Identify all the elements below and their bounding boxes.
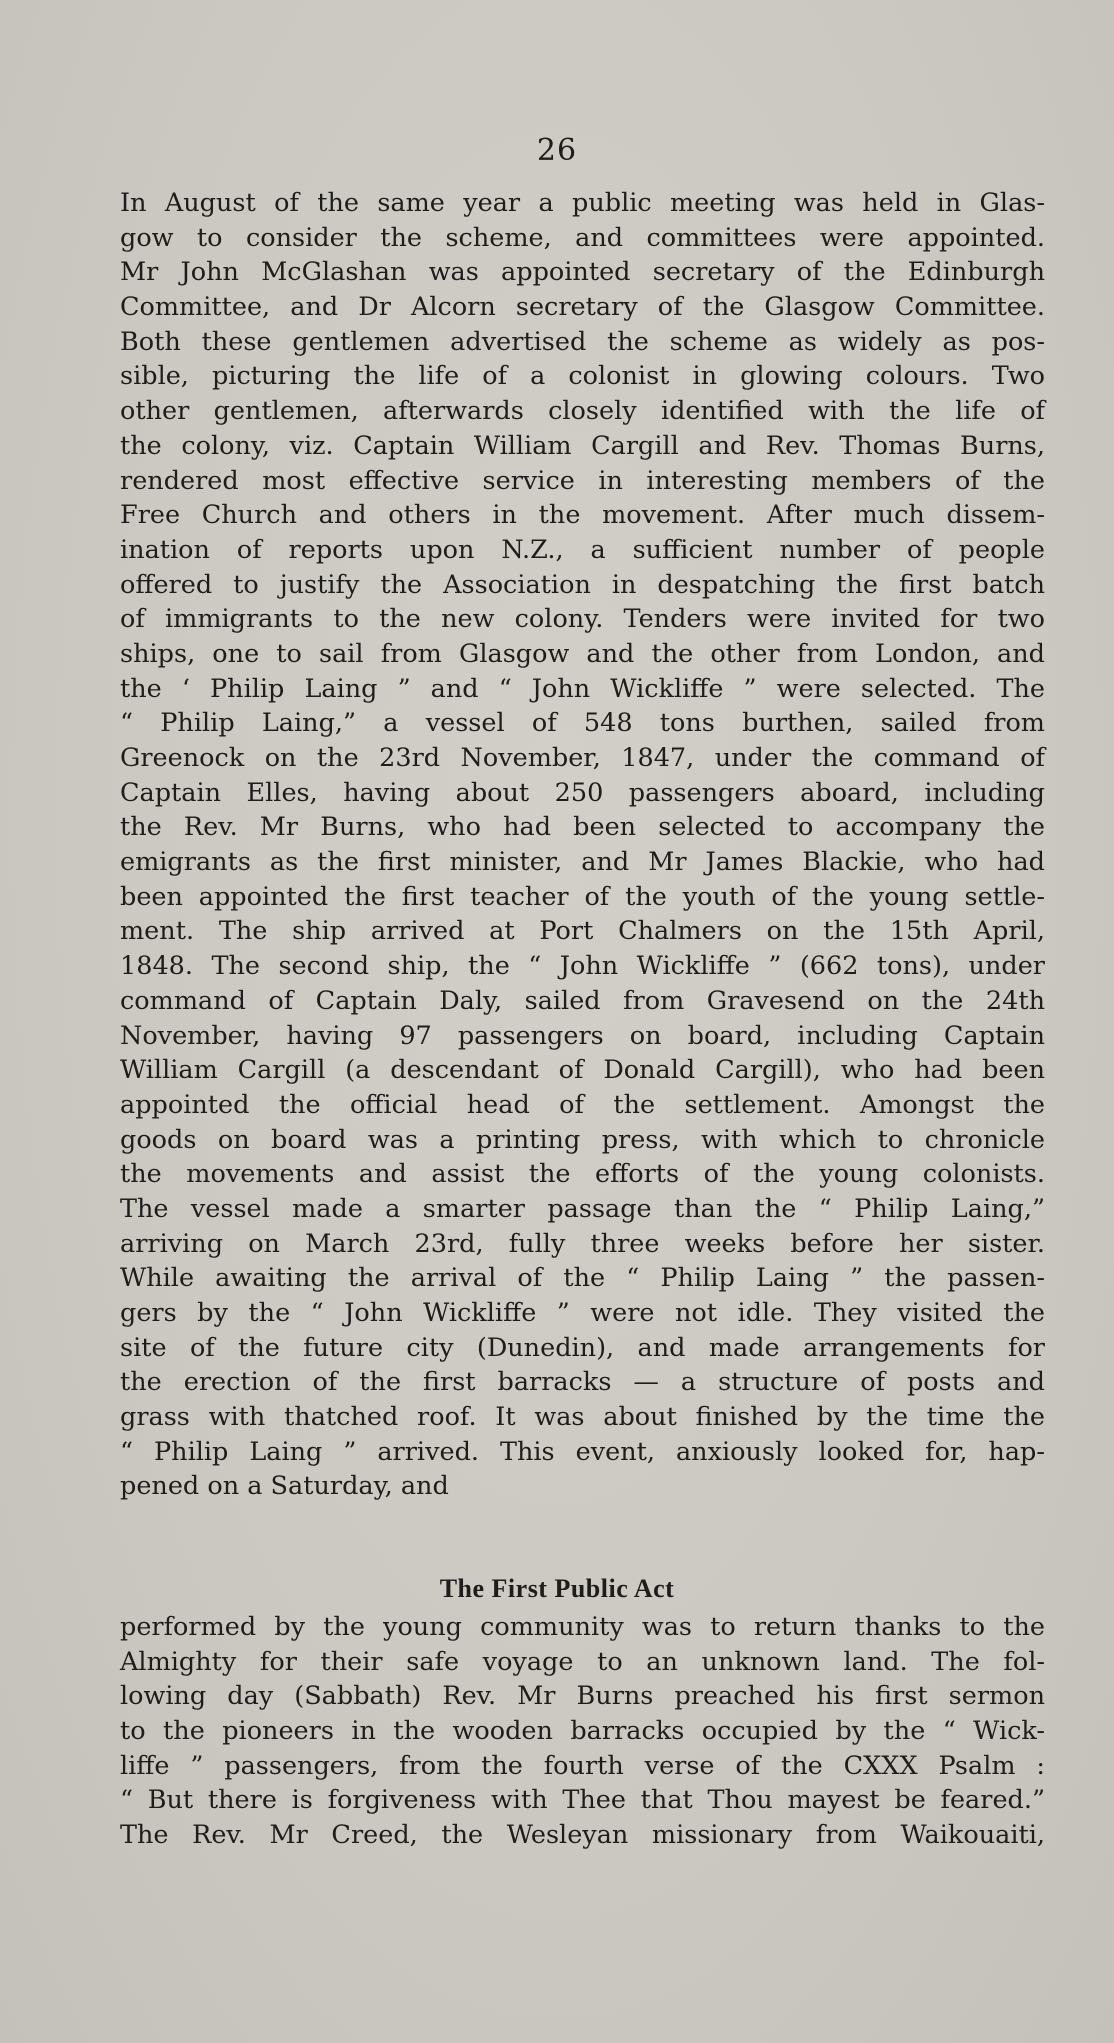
text-line: arriving on March 23rd, fully three weeks before her sister.	[120, 1228, 1045, 1259]
text-line: Committee, and Dr Alcorn secretary of the Glasgow Committee.	[120, 292, 1045, 323]
text-line: been appointed the first teacher of the youth of the young settle-	[120, 881, 1045, 912]
text-line: “ But there is forgiveness with Thee that Thou mayest be feared.”	[120, 1785, 1045, 1816]
text-line: The Rev. Mr Creed, the Wesleyan missionary from Waikouaiti,	[120, 1820, 1045, 1851]
text-line: The vessel made a smarter passage than the “ Philip Laing,”	[120, 1193, 1045, 1224]
text-line: site of the future city (Dunedin), and made arrangements for	[120, 1332, 1045, 1363]
text-line: pened on a Saturday, and	[120, 1471, 449, 1502]
text-line: ination of reports upon N.Z., a sufficient number of people	[120, 534, 1045, 565]
text-line: appointed the official head of the settlement. Amongst the	[120, 1089, 1045, 1120]
text-line: the ‘ Philip Laing ” and “ John Wickliffe ” were selected. The	[120, 673, 1045, 704]
text-line: to the pioneers in the wooden barracks occupied by the “ Wick-	[120, 1716, 1045, 1747]
text-line: rendered most effective service in interesting members of the	[120, 465, 1045, 496]
page-number: 26	[536, 133, 578, 168]
text-line: the Rev. Mr Burns, who had been selected to accompany the	[120, 812, 1045, 843]
text-line: offered to justify the Association in despatching the first batch	[120, 569, 1045, 600]
text-line: sible, picturing the life of a colonist in glowing colours. Two	[120, 361, 1045, 392]
text-line: “ Philip Laing ” arrived. This event, anxiously looked for, hap-	[120, 1436, 1045, 1467]
text-line: Mr John McGlashan was appointed secretary of the Edinburgh	[120, 257, 1045, 288]
text-line: Captain Elles, having about 250 passengers aboard, including	[120, 777, 1045, 808]
text-line: ships, one to sail from Glasgow and the other from London, and	[120, 638, 1045, 669]
text-line: command of Captain Daly, sailed from Gravesend on the 24th	[120, 985, 1045, 1016]
text-line: the erection of the first barracks — a structure of posts and	[120, 1367, 1045, 1398]
text-line: 1848. The second ship, the “ John Wickliffe ” (662 tons), under	[120, 951, 1045, 982]
text-line: gow to consider the scheme, and committees were appointed.	[120, 222, 1045, 253]
text-line: November, having 97 passengers on board, including Captain	[120, 1020, 1045, 1051]
text-line: goods on board was a printing press, with which to chronicle	[120, 1124, 1045, 1155]
paragraph-1	[120, 186, 1045, 1504]
text-line: While awaiting the arrival of the “ Philip Laing ” the passen-	[120, 1263, 1045, 1294]
text-line: lowing day (Sabbath) Rev. Mr Burns preached his first sermon	[120, 1681, 1045, 1712]
text-line: emigrants as the first minister, and Mr James Blackie, who had	[120, 847, 1045, 878]
text-line: Free Church and others in the movement. After much dissem-	[120, 500, 1045, 531]
text-line: “ Philip Laing,” a vessel of 548 tons burthen, sailed from	[120, 708, 1045, 739]
text-line: Both these gentlemen advertised the scheme as widely as pos-	[120, 326, 1045, 357]
text-line: In August of the same year a public meeting was held in Glas-	[120, 188, 1045, 218]
text-line: other gentlemen, afterwards closely identified with the life of	[120, 396, 1045, 427]
text-line: the colony, viz. Captain William Cargill and Rev. Thomas Burns,	[120, 430, 1045, 461]
section-heading: The First Public Act	[439, 1574, 675, 1603]
text-line: ment. The ship arrived at Port Chalmers on the 15th April,	[120, 916, 1045, 947]
text-line: Almighty for their safe voyage to an unknown land. The fol-	[120, 1646, 1045, 1677]
text-line: gers by the “ John Wickliffe ” were not idle. They visited the	[120, 1298, 1045, 1328]
text-line: grass with thatched roof. It was about finished by the time the	[120, 1402, 1045, 1433]
text-line: Greenock on the 23rd November, 1847, under the command of	[120, 743, 1045, 773]
text-line: performed by the young community was to return thanks to the	[120, 1612, 1045, 1642]
text-line: William Cargill (a descendant of Donald Cargill), who had been	[120, 1055, 1045, 1086]
text-line: the movements and assist the efforts of the young colonists.	[120, 1159, 1045, 1190]
text-line: of immigrants to the new colony. Tenders were invited for two	[120, 604, 1045, 635]
text-line: liffe ” passengers, from the fourth verse of the CXXX Psalm :	[120, 1750, 1045, 1781]
paragraph-2	[120, 1610, 1045, 1853]
